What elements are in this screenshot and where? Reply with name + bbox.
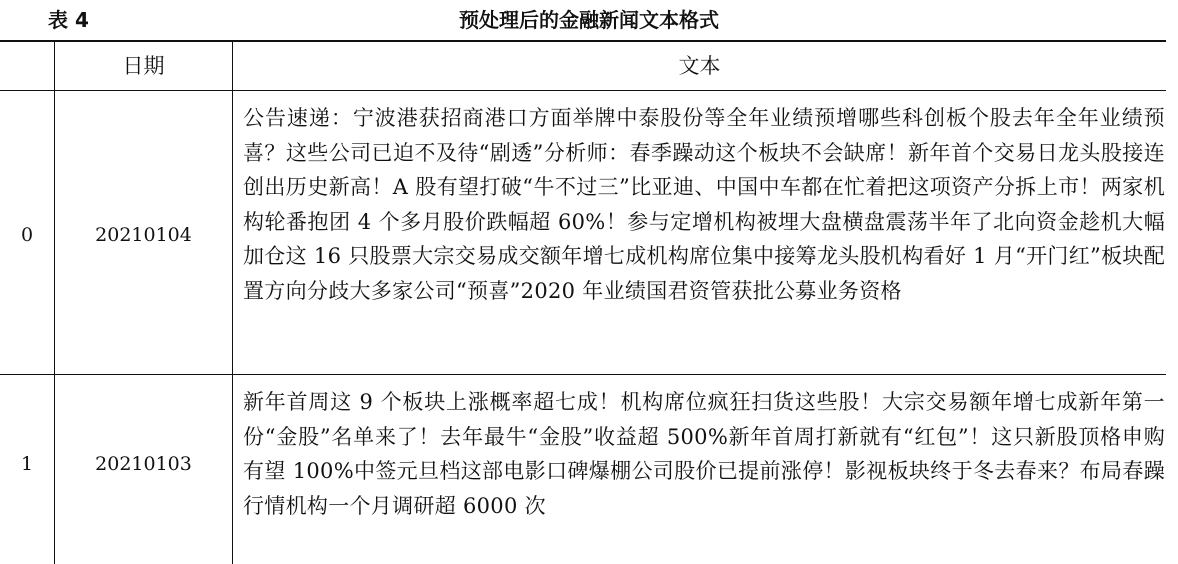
column-divider-date — [232, 41, 233, 564]
table-number: 表 4 — [48, 8, 89, 32]
row-text: 公告速递：宁波港获招商港口方面举牌中泰股份等全年业绩预增哪些科创板个股去年全年业绩预喜？这些公司已迫不及待“剧透”分析师：春季躁动这个板块不会缺席！新年首个交易日龙头股接连创出历史新高！A 股有望打破“牛不过三”比亚迪、中国中车都在忙着把这项资产分拆上市！两家机构轮番抱团 4 个多月股价跌幅超 60%！参与定增机构被埋大盘横盘震荡半年了北向资金趁机大幅加仓这 16 只股票大宗交易成交额年增七成机构席位集中接筹龙头股机构看好 1 月“开门红”板块配置方向分歧大多家公司“预喜”2020 年业绩国君资管获批公募业务资格 — [243, 106, 1165, 303]
column-divider-index — [54, 41, 55, 564]
row-date: 20210104 — [95, 224, 192, 246]
row-index: 1 — [20, 453, 34, 475]
row-index: 0 — [20, 224, 34, 246]
table-top-rule — [0, 40, 1166, 42]
header-date: 日期 — [122, 54, 165, 78]
table-caption — [0, 0, 1178, 38]
row-text: 新年首周这 9 个板块上涨概率超七成！机构席位疯狂扫货这些股！大宗交易额年增七成新年第一份“金股”名单来了！去年最牛“金股”收益超 500%新年首周打新就有“红包”！这只新股顶格申购有望 100%中签元旦档这部电影口碑爆棚公司股价已提前涨停！影视板块终于冬去春来？布局春躁行情机构一个月调研超 6000 次 — [243, 390, 1165, 518]
table-row-divider — [0, 374, 1166, 375]
header-text: 文本 — [678, 54, 721, 78]
row-date: 20210103 — [95, 453, 192, 475]
table-header-rule — [0, 90, 1166, 91]
table-title: 预处理后的金融新闻文本格式 — [459, 8, 719, 32]
